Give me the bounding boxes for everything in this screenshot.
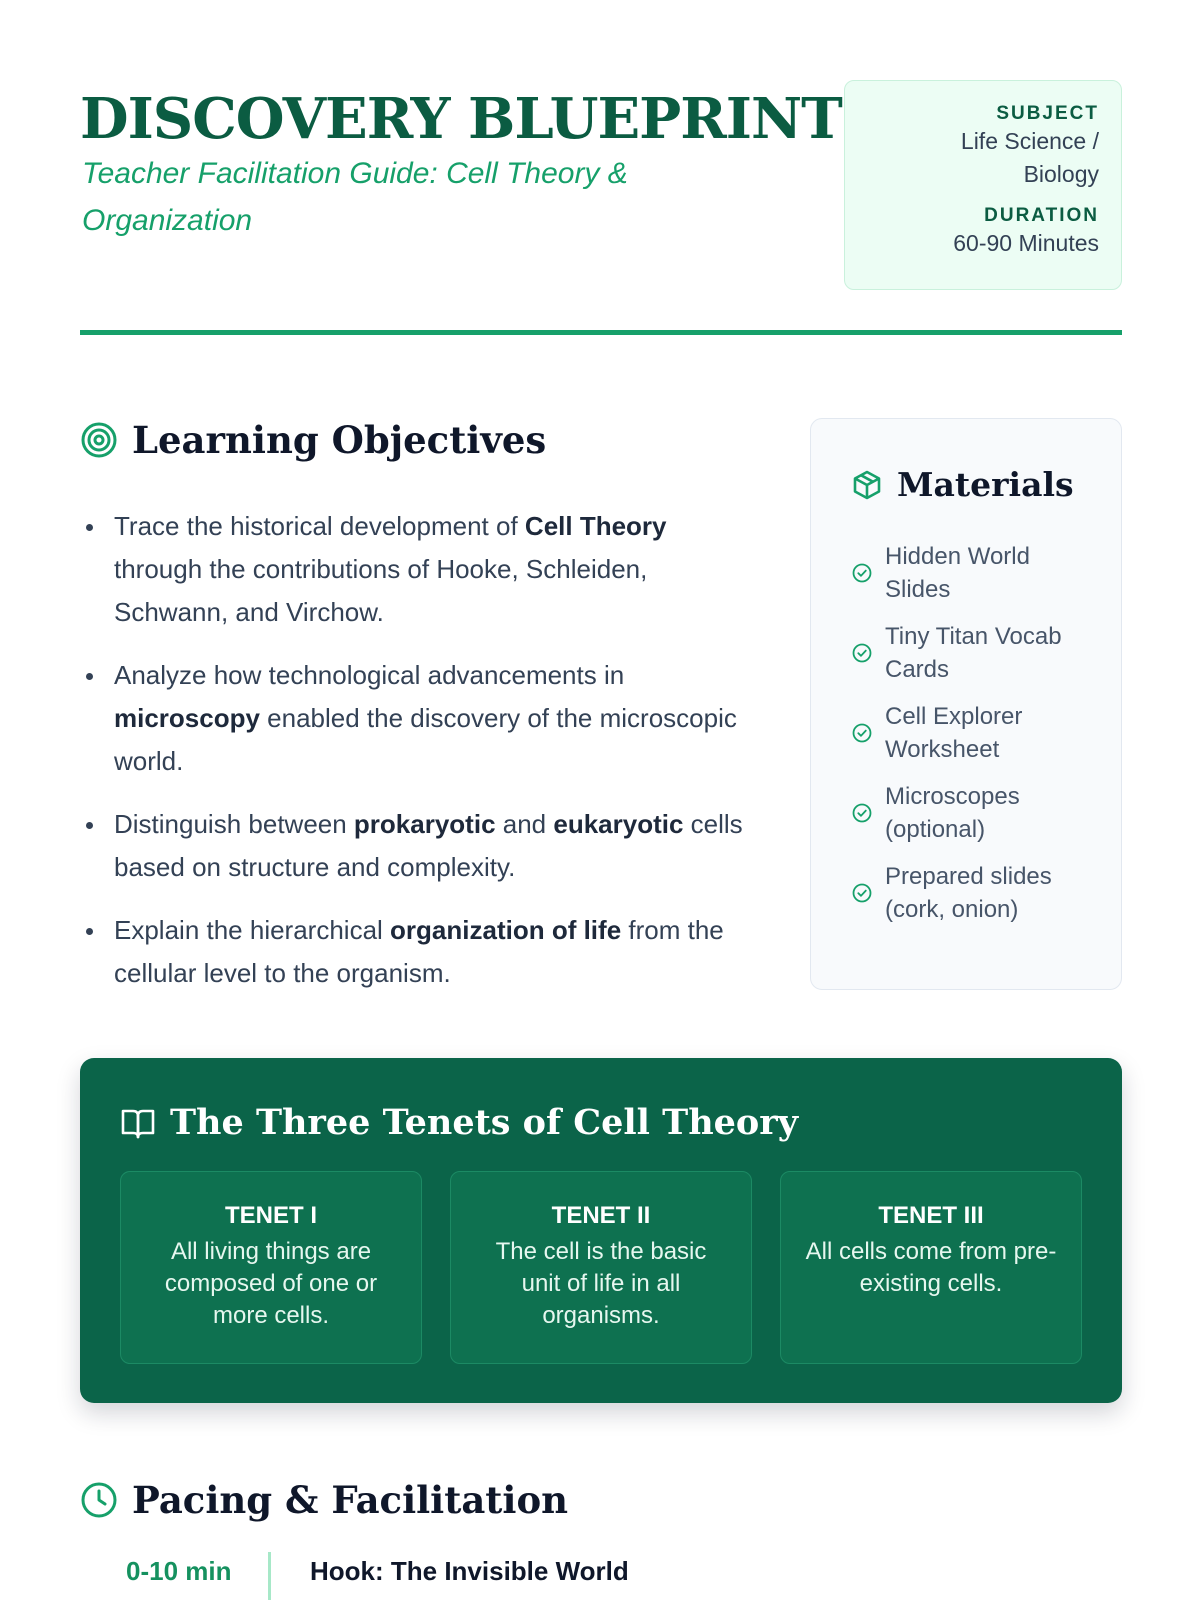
materials-title: Materials: [897, 465, 1074, 504]
objective-item: Analyze how technological advancements in microscopy enabled the discovery of the microscopic world.: [80, 654, 760, 783]
package-icon: [851, 469, 883, 501]
objective-item: Trace the historical development of Cell Theory through the contributions of Hooke, Schleiden, Schwann, and Virchow.: [80, 505, 760, 634]
lesson-meta-card: [844, 80, 1122, 290]
tenet-card: [120, 1171, 422, 1364]
pacing-step: [80, 1552, 1122, 1600]
timeline-line: [268, 1552, 271, 1600]
tenets-panel: [80, 1058, 1122, 1403]
pacing-title: Pacing & Facilitation: [132, 1478, 569, 1522]
open-book-icon: [120, 1105, 156, 1141]
materials-heading: [851, 465, 1074, 504]
material-item: Prepared slides (cork, onion): [851, 853, 1091, 933]
page-subtitle: Teacher Facilitation Guide: Cell Theory & Organization: [82, 157, 628, 237]
check-circle-icon: [851, 722, 873, 744]
check-circle-icon: [851, 562, 873, 584]
duration-value: 60-90 Minutes: [953, 230, 1099, 256]
pacing-heading: [80, 1478, 568, 1522]
target-icon: [80, 421, 118, 459]
tenet-card: [450, 1171, 752, 1364]
tenet-title: TENET I: [224, 1202, 317, 1229]
tenet-card: [780, 1171, 1082, 1364]
tenets-heading: [120, 1102, 798, 1143]
pacing-step-title: Hook: The Invisible World: [310, 1556, 629, 1586]
tenet-text: All cells come from pre-existing cells.: [805, 1238, 1057, 1297]
materials-card: [810, 418, 1122, 990]
pacing-time: 0-10 min: [126, 1556, 232, 1586]
check-circle-icon: [851, 802, 873, 824]
material-item: Cell Explorer Worksheet: [851, 693, 1091, 773]
objective-item: Distinguish between prokaryotic and eukaryotic cells based on structure and complexity.: [80, 803, 760, 889]
check-circle-icon: [851, 882, 873, 904]
subject-label: SUBJECT: [996, 103, 1099, 124]
tenet-cards: [120, 1171, 1082, 1364]
tenets-title: The Three Tenets of Cell Theory: [170, 1102, 799, 1143]
material-item: Hidden World Slides: [851, 533, 1091, 613]
clock-icon: [80, 1481, 118, 1519]
material-item: Microscopes (optional): [851, 773, 1091, 853]
check-circle-icon: [851, 642, 873, 664]
page-title: DISCOVERY BLUEPRINT: [80, 86, 842, 152]
objectives-heading: [80, 418, 546, 462]
subject-value: Life Science / Biology: [960, 128, 1099, 187]
header-divider: [80, 330, 1122, 335]
duration-label: DURATION: [984, 205, 1099, 226]
tenet-title: TENET III: [878, 1202, 984, 1229]
objective-item: Explain the hierarchical organization of life from the cellular level to the organism.: [80, 909, 760, 995]
materials-list: [851, 533, 1091, 933]
tenet-text: The cell is the basic unit of life in all organisms.: [495, 1238, 707, 1329]
page-header: [80, 80, 1120, 340]
objectives-list: [80, 505, 760, 1015]
material-item: Tiny Titan Vocab Cards: [851, 613, 1091, 693]
tenet-text: All living things are composed of one or more cells.: [164, 1238, 378, 1329]
tenet-title: TENET II: [551, 1202, 651, 1229]
objectives-title: Learning Objectives: [132, 418, 547, 462]
